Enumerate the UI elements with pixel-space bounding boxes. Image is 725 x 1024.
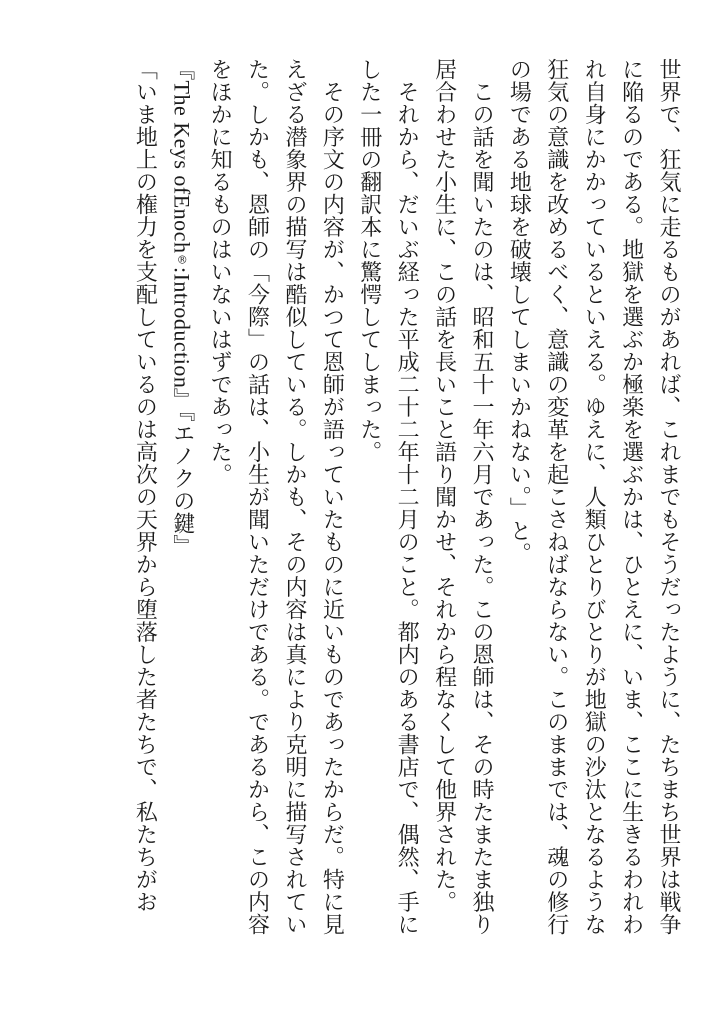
text-line-8: それから、だいぶ経った平成二十二年十二月のこと。都内のある書店で、偶然、手に bbox=[394, 58, 420, 936]
book-title-line bbox=[163, 58, 200, 968]
book-title-japanese: 』『エノクの鍵』 bbox=[169, 388, 195, 558]
text-line-7: 居合わせた小生に、この話を長いこと語り聞かせ、それから程なくして他界された。 bbox=[431, 58, 457, 913]
text-line-5: の場である地球を破壊してしまいかねない。」と。 bbox=[506, 58, 532, 565]
book-title-subtitle: :Introduction bbox=[169, 266, 195, 389]
text-line-1: 世界で、狂気に走るものがあれば、これまでもそうだったように、たちまち世界は戦争 bbox=[656, 58, 681, 936]
registered-mark: ® bbox=[175, 253, 189, 267]
book-title-latin: The Keys ofEnoch bbox=[169, 80, 195, 254]
text-line-12: た。しかも、恩師の「今際」の話は、小生が聞いただけである。であるから、この内容 bbox=[244, 58, 270, 936]
title-open-bracket: 『 bbox=[169, 58, 195, 81]
text-line-9: した一冊の翻訳本に驚愕してしまった。 bbox=[356, 58, 382, 463]
text-line-10: その序文の内容が、かつて恩師が語っていたものに近いものであったからだ。特に見 bbox=[319, 58, 345, 936]
text-line-11: えざる潜象界の描写は酷似している。しかも、その内容は真により克明に描写されてい bbox=[281, 58, 307, 936]
text-line-6: この話を聞いたのは、昭和五十一年六月であった。この恩師は、その時たまたま独り bbox=[468, 58, 494, 936]
text-line-3: れ自身にかかっているといえる。ゆえに、人類ひとりびとりが地獄の沙汰となるような bbox=[581, 58, 607, 936]
text-line-4: 狂気の意識を改めるべく、意識の変革を起こさねばならない。このままでは、魂の修行 bbox=[543, 58, 569, 936]
text-line-13: をほかに知るものはいないはずであった。 bbox=[207, 58, 233, 486]
vertical-text-body bbox=[126, 58, 687, 968]
text-line-last: 「いま地上の権力を支配しているのは高次の天界から堕落した者たちで、私たちがお bbox=[132, 58, 158, 913]
text-line-2: に陥るのである。地獄を選ぶか極楽を選ぶかは、ひとえに、いま、ここに生きるわれわ bbox=[618, 58, 644, 936]
